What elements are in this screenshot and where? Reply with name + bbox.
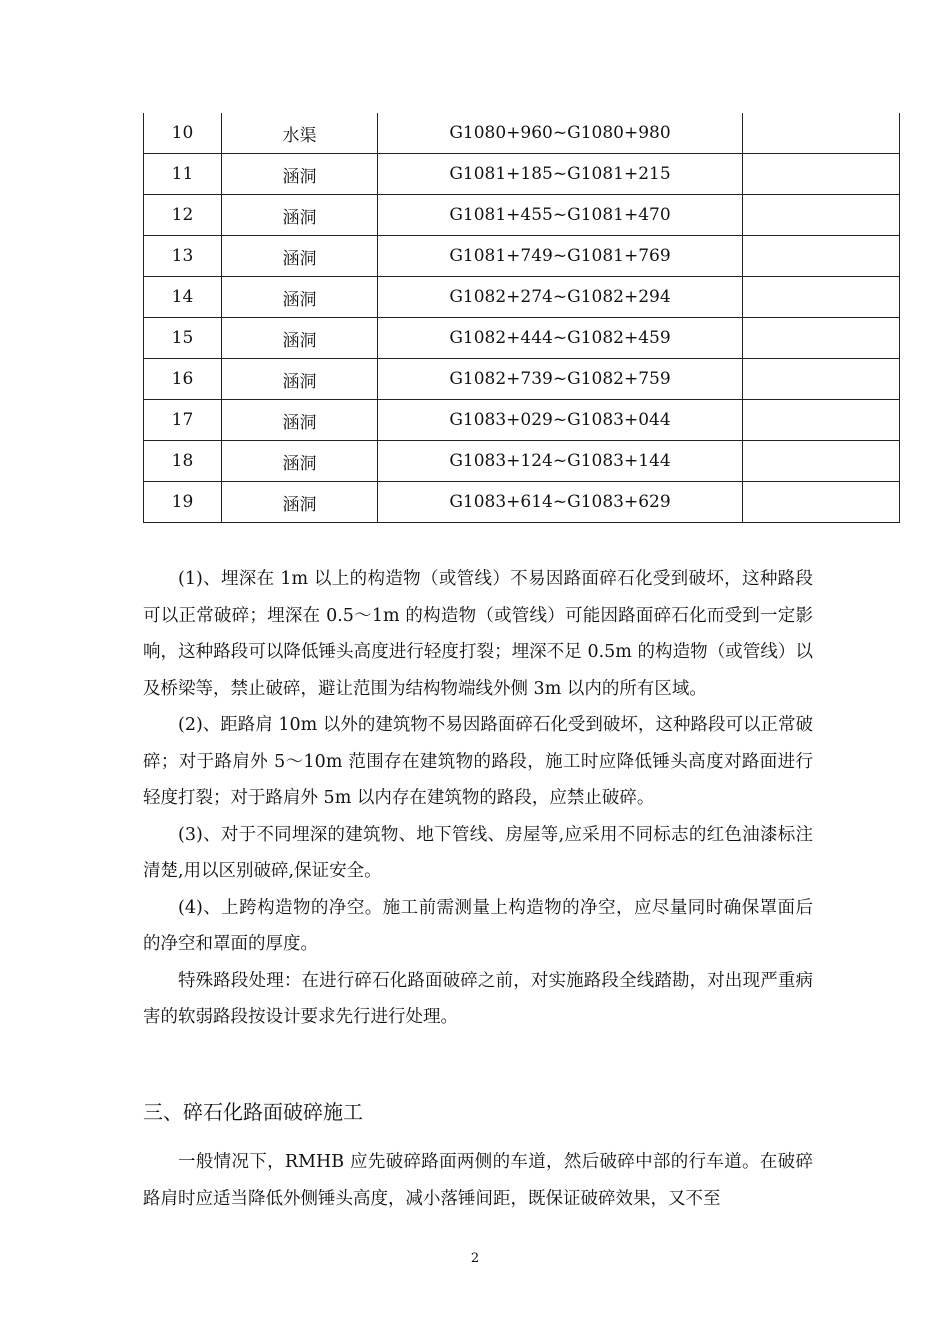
structures-table [143,113,900,523]
row-number-cell: 16 [144,359,222,400]
stake-range-cell: G1083+614~G1083+629 [378,482,743,523]
structure-type-cell: 涵洞 [222,154,378,195]
note-cell [743,482,900,523]
stake-range-cell: G1080+960~G1080+980 [378,113,743,154]
note-cell [743,113,900,154]
structure-type-cell: 涵洞 [222,318,378,359]
page-number: 2 [470,1251,480,1266]
structure-type-cell: 水渠 [222,113,378,154]
stake-range-cell: G1082+274~G1082+294 [378,277,743,318]
table-row [144,195,900,236]
row-number-cell: 17 [144,400,222,441]
note-cell [743,236,900,277]
section-heading: 三、碎石化路面破碎施工 [143,1100,363,1124]
row-number-cell: 18 [144,441,222,482]
structure-type-cell: 涵洞 [222,195,378,236]
note-cell [743,400,900,441]
note-cell [743,441,900,482]
structures-table-body [144,113,900,523]
structure-type-cell: 涵洞 [222,236,378,277]
note-cell [743,154,900,195]
table-row [144,236,900,277]
note-cell [743,318,900,359]
stake-range-cell: G1082+739~G1082+759 [378,359,743,400]
row-number-cell: 13 [144,236,222,277]
row-number-cell: 10 [144,113,222,154]
table-row [144,113,900,154]
table-row [144,359,900,400]
paragraph-nearby-buildings: (2)、距路肩 10m 以外的建筑物不易因路面碎石化受到破坏，这种路段可以正常破碎；对于路肩外 5～10m 范围存在建筑物的路段，施工时应降低锤头高度对路面进行轻度打裂；对于路肩外 5m 以内存在建筑物的路段，应禁止破碎。 [143,715,813,808]
note-cell [743,195,900,236]
table-row [144,154,900,195]
construction-section-body [143,1144,813,1217]
structure-type-cell: 涵洞 [222,359,378,400]
stake-range-cell: G1081+455~G1081+470 [378,195,743,236]
row-number-cell: 11 [144,154,222,195]
table-row [144,441,900,482]
structure-type-cell: 涵洞 [222,441,378,482]
structure-type-cell: 涵洞 [222,277,378,318]
stake-range-cell: G1083+124~G1083+144 [378,441,743,482]
protection-measures-section [143,561,813,1036]
row-number-cell: 14 [144,277,222,318]
stake-range-cell: G1081+185~G1081+215 [378,154,743,195]
row-number-cell: 19 [144,482,222,523]
note-cell [743,277,900,318]
stake-range-cell: G1083+029~G1083+044 [378,400,743,441]
paragraph-overpass-clearance: (4)、上跨构造物的净空。施工前需测量上构造物的净空，应尽量同时确保罩面后的净空和罩面的厚度。 [143,897,813,954]
note-cell [743,359,900,400]
table-row [144,318,900,359]
stake-range-cell: G1081+749~G1081+769 [378,236,743,277]
paragraph-breaking-order: 一般情况下，RMHB 应先破碎路面两侧的车道，然后破碎中部的行车道。在破碎路肩时应适当降低外侧锤头高度，减小落锤间距，既保证破碎效果，又不至 [143,1152,813,1209]
table-row [144,482,900,523]
structure-type-cell: 涵洞 [222,482,378,523]
table-row [144,400,900,441]
stake-range-cell: G1082+444~G1082+459 [378,318,743,359]
paragraph-special-sections: 特殊路段处理：在进行碎石化路面破碎之前，对实施路段全线踏勘，对出现严重病害的软弱路段按设计要求先行进行处理。 [143,970,813,1027]
structure-type-cell: 涵洞 [222,400,378,441]
table-row [144,277,900,318]
paragraph-marking: (3)、对于不同埋深的建筑物、地下管线、房屋等,应采用不同标志的红色油漆标注清楚,用以区别破碎,保证安全。 [143,824,813,881]
row-number-cell: 15 [144,318,222,359]
paragraph-buried-structures: (1)、埋深在 1m 以上的构造物（或管线）不易因路面碎石化受到破坏，这种路段可以正常破碎；埋深在 0.5～1m 的构造物（或管线）可能因路面碎石化而受到一定影响，这种路段可以降低锤头高度进行轻度打裂；埋深不足 0.5m 的构造物（或管线）以及桥梁等，禁止破碎，避让范围为结构物端线外侧 3m 以内的所有区域。 [143,569,813,699]
row-number-cell: 12 [144,195,222,236]
